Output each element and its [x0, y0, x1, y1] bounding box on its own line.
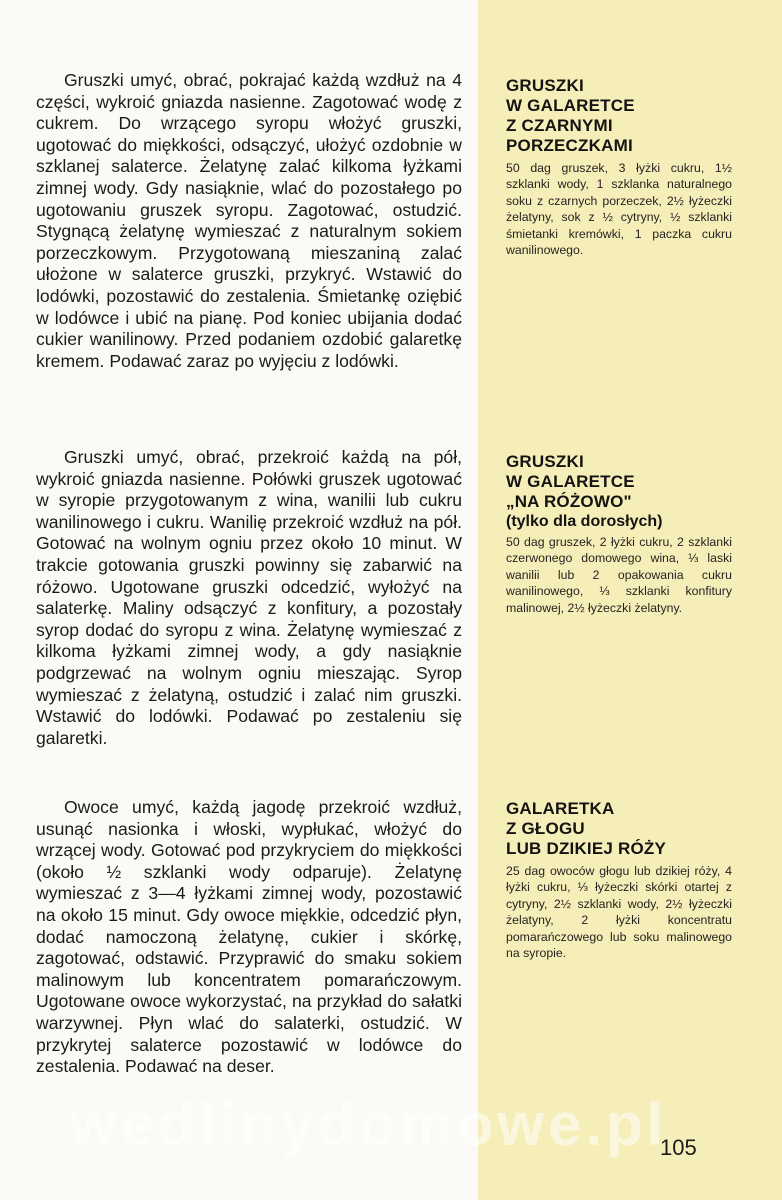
recipe-1-instructions: Gruszki umyć, obrać, pokrajać każdą wzdłuż na 4 części, wykroić gniazda nasienne. Zagotować wodę z cukrem. Do wrzącego syropu włożyć gruszki, ugotować do miękkości, odsączyć, ułożyć ozdobnie w szklanej salaterce. Żelatynę zalać kilkoma łyżkami zimnej wody. Gdy nasiąknie, wlać do pozostałego po ugotowaniu gruszek syropu. Zagotować, ostudzić. Stygnącą żelatynę wymieszać z naturalnym sokiem porzeczkowym. Przygotowaną mieszaniną zalać ułożone w salaterce gruszki, przykryć. Wstawić do lodówki, pozostawić do zestalenia. Śmietankę oziębić w lodówce i ubić na pianę. Pod koniec ubijania dodać cukier wanilinowy. Przed podaniem ozdobić galaretkę kremem. Podawać zaraz po wyjęciu z lodówki.: [36, 70, 462, 371]
recipe-1-title: [506, 76, 732, 156]
recipe-2-instructions: Gruszki umyć, obrać, przekroić każdą na pół, wykroić gniazda nasienne. Połówki gruszek ugotować w syropie przygotowanym z wina, wanilii lub cukru wanilinowego i cukru. Wanilię przekroić wzdłuż na pół. Gotować na wolnym ogniu przez około 10 minut. W trakcie gotowania gruszki powinny się zabarwić na różowo. Ugotowane gruszki odcedzić, wyłożyć na salaterkę. Maliny odsączyć z konfitury, a pozostały syrop dodać do syropu z wina. Żelatynę wymieszać z kilkoma łyżkami zimnej wody, a gdy nasiąknie podgrzewać na wolnym ogniu mieszając. Syrop wymieszać z żelatyną, ostudzić i zalać nim gruszki. Wstawić do lodówki. Podawać po zestaleniu się galaretki.: [36, 447, 462, 748]
recipe-3-sidebar: [506, 799, 732, 961]
recipe-2-ingredients: 50 dag gruszek, 2 łyżki cukru, 2 szklanki czerwonego domowego wina, ⅓ laski wanilii lub 2 opakowania cukru wanilinowego, ⅓ szklanki konfitury malinowej, 2½ łyżeczki żelatyny.: [506, 535, 732, 615]
recipe-1-title-line: PORZECZKAMI: [506, 136, 633, 155]
recipe-2-title-line: W GALARETCE: [506, 472, 635, 491]
recipe-1-title-line: W GALARETCE: [506, 96, 635, 115]
recipe-2-title: [506, 452, 732, 512]
recipe-2-subtitle: (tylko dla dorosłych): [506, 513, 663, 530]
recipe-2-sidebar: [506, 452, 732, 616]
recipe-3-title-line: Z GŁOGU: [506, 819, 585, 838]
recipe-3-ingredients: 25 dag owoców głogu lub dzikiej róży, 4 łyżki cukru, ⅓ łyżeczki skórki otartej z cytryny, 2½ szklanki wody, 2½ łyżeczki żelatyny, 2 łyżki koncentratu pomarańczowego lub soku malinowego na syropie.: [506, 864, 732, 961]
watermark-text: wedlinydomowe.pl: [70, 1091, 668, 1158]
recipe-3-title-line: GALARETKA: [506, 799, 615, 818]
recipe-3-title: [506, 799, 732, 859]
recipe-3-instructions: Owoce umyć, każdą jagodę przekroić wzdłuż, usunąć nasionka i włoski, wypłukać, włożyć do wrzącej wody. Gotować pod przykryciem do miękkości (około ½ szklanki wody odparuje). Żelatynę wymieszać z 3—4 łyżkami zimnej wody, pozostawić na około 15 minut. Gdy owoce miękkie, odcedzić płyn, dodać namoczoną żelatynę, cukier i skórkę, zagotować, odstawić. Przyprawić do smaku sokiem malinowym lub koncentratem pomarańczowym. Ugotowane owoce wykorzystać, na przykład do sałatki warzywnej. Płyn wlać do salaterki, ostudzić. W przykrytej salaterce pozostawić w lodówce do zestalenia. Podawać na deser.: [36, 797, 462, 1077]
recipe-1-ingredients: 50 dag gruszek, 3 łyżki cukru, 1½ szklanki wody, 1 szklanka naturalnego soku z czarnych porzeczek, 2½ łyżeczki żelatyny, sok z ½ cytryny, ½ szklanki śmietanki kremówki, 1 paczka cukru wanilinowego.: [506, 161, 732, 258]
recipe-1-title-line: GRUSZKI: [506, 76, 584, 95]
recipe-1-title-line: Z CZARNYMI: [506, 116, 613, 135]
recipe-3-title-line: LUB DZIKIEJ RÓŻY: [506, 839, 666, 858]
recipe-2-title-line: GRUSZKI: [506, 452, 584, 471]
recipe-1-sidebar: [506, 76, 732, 258]
page-number: 105: [660, 1135, 697, 1160]
recipe-2-title-line: „NA RÓŻOWO": [506, 492, 632, 511]
